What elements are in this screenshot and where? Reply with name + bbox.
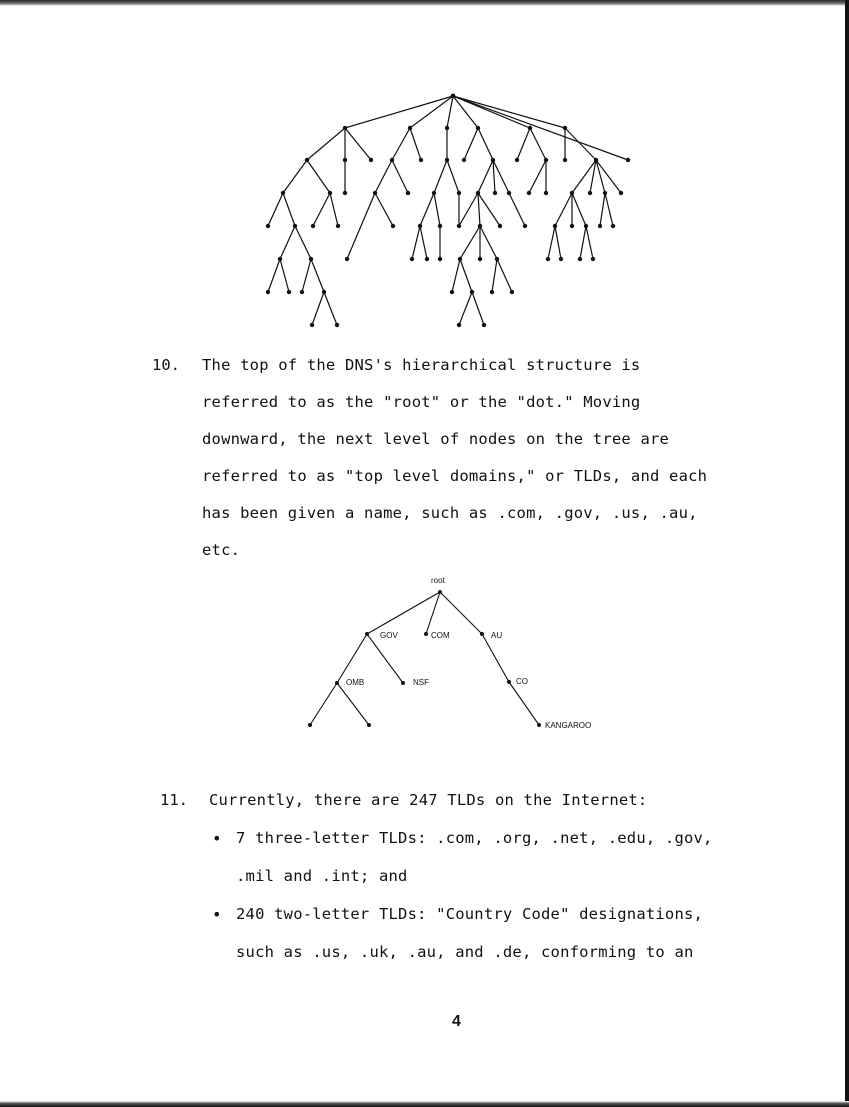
paragraph-10-line: has been given a name, such as .com, .gov, .us, .au, xyxy=(202,504,698,522)
paragraph-10-line: referred to as "top level domains," or TLDs, and each xyxy=(202,467,708,485)
bullet-item-line: 7 three-letter TLDs: .com, .org, .net, .edu, .gov, xyxy=(236,829,713,847)
paragraph-10-number: 10. xyxy=(152,356,180,374)
dns-node-label-kangaroo: KANGAROO xyxy=(545,721,592,730)
dns-tree-edges xyxy=(310,592,539,725)
bullet-dot: • xyxy=(212,905,222,924)
dns-node-label-com: COM xyxy=(431,631,450,640)
dns-tree-nodes xyxy=(308,590,541,727)
paragraph-11-intro: Currently, there are 247 TLDs on the Internet: xyxy=(209,791,648,809)
bullet-dot: • xyxy=(212,829,222,848)
hierarchy-tree-lines xyxy=(268,96,628,325)
bullet-item-line: .mil and .int; and xyxy=(236,867,408,885)
dns-node-label-nsf: NSF xyxy=(413,678,429,687)
dns-node-label-au: AU xyxy=(491,631,503,640)
dns-node-label-root: root xyxy=(431,576,445,585)
dns-node-label-co: CO xyxy=(516,677,528,686)
dns-node-label-gov: GOV xyxy=(380,631,398,640)
hierarchy-tree-illustration xyxy=(0,0,849,340)
page-number: 4 xyxy=(452,1013,461,1030)
paragraph-10-line: The top of the DNS's hierarchical structure is xyxy=(202,356,641,374)
bullet-item-line: 240 two-letter TLDs: "Country Code" designations, xyxy=(236,905,704,923)
paragraph-10-line: referred to as the "root" or the "dot." Moving xyxy=(202,393,641,411)
dns-node-label-omb: OMB xyxy=(346,678,365,687)
paragraph-10-line: downward, the next level of nodes on the tree are xyxy=(202,430,670,448)
paragraph-10-line: etc. xyxy=(202,541,241,559)
dns-tree-diagram xyxy=(0,570,849,730)
paragraph-11-number: 11. xyxy=(160,791,188,809)
scan-edge-bottom xyxy=(0,1101,849,1107)
bullet-item-line: such as .us, .uk, .au, and .de, conforming to an xyxy=(236,943,694,961)
